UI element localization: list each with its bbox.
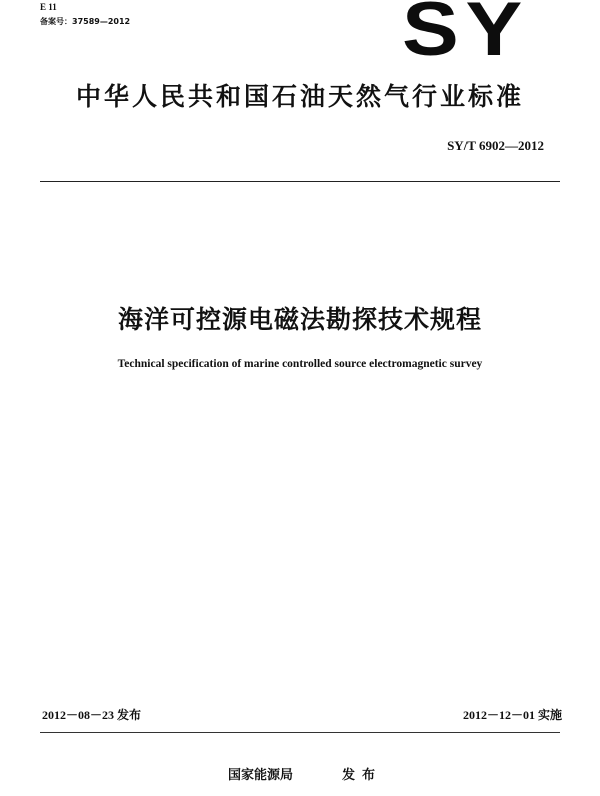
document-title-chinese: 海洋可控源电磁法勘探技术规程 (117, 305, 482, 334)
sy-logo: SY (402, 0, 529, 72)
bottom-divider (40, 732, 560, 733)
record-number: 备案号：37589—2012 (40, 17, 131, 26)
standard-number: SY/T 6902—2012 (447, 138, 544, 153)
implementation-date: 2012－12－01 实施 (462, 708, 562, 722)
publish-label: 发布 (342, 768, 383, 783)
document-title-english: Technical specification of marine controlled source electromagnetic survey (117, 358, 483, 370)
issue-date: 2012－08－23 发布 (42, 708, 142, 722)
industry-standard-heading: 中华人民共和国石油天然气行业标准 (75, 82, 524, 111)
top-divider (40, 181, 560, 182)
classification-code: E 11 (40, 2, 57, 12)
publisher-name: 国家能源局 (228, 768, 294, 783)
